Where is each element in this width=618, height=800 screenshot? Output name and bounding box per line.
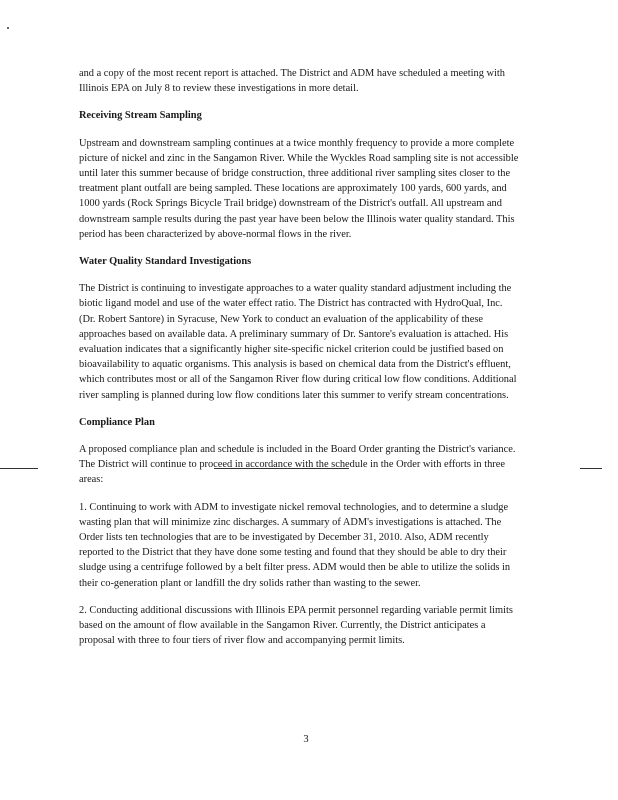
section-heading: Water Quality Standard Investigations [79,256,252,268]
section-heading: Compliance Plan [79,416,155,428]
section-water-quality-standard-investigations [79,254,519,403]
scan-rule-left [0,468,38,469]
scan-rule-right [580,468,602,469]
page-number: 3 [303,734,309,745]
section-paragraph: Upstream and downstream sampling continues at a twice monthly frequency to provide a more complete picture of nickel and zinc in the Sangamon River. While the Wyckles Road sampling site is not accessible until later this summer because of bridge construction, three additional river sampling sites closer to the treatment plant outfall are being sampled. These locations are approximately 100 yards, 600 yards, and 1000 yards (Rock Springs Bicycle Trail bridge) downstream of the District's outfall. All upstream and downstream sample results during the past year have been below the Illinois water quality standard. This period has been characterized by above-normal flows in the river. [79,137,519,240]
scan-speck [7,27,9,29]
document-page [79,66,519,661]
section-compliance-plan [79,415,519,649]
section-receiving-stream-sampling [79,108,519,242]
intro-paragraph: and a copy of the most recent report is attached. The District and ADM have scheduled a meeting with Illinois EPA on July 8 to review these investigations in more detail. [79,68,505,95]
section-paragraph: The District is continuing to investigate approaches to a water quality standard adjustment including the biotic ligand model and use of the water effect ratio. The District has contracted with HydroQual, Inc. (Dr. Robert Santore) in Syracuse, New York to conduct an evaluation of the applicability of these approaches based on available data. A preliminary summary of Dr. Santore's evaluation is attached. His evaluation indicates that a significantly higher site-specific nickel criterion could be justified based on bioavailability to aquatic organisms. This analysis is based on chemical data from the District's effluent, which contributes most or all of the Sangamon River flow during critical low flow conditions. Additional river sampling is planned during low flow conditions later this summer to verify stream concentrations. [79,283,517,401]
numbered-item: 1. Continuing to work with ADM to investigate nickel removal technologies, and to determine a sludge wasting plan that will minimize zinc discharges. A summary of ADM's investigations is attached. The Order lists ten technologies that are to be investigated by December 31, 2010. Also, ADM recently reported to the District that they have done some testing and found that they should be able to dry their sludge using a centrifuge followed by a belt filter press. ADM would then be able to utilize the solids in their co-generation plant or landfill the dry solids rather than wasting to the sewer. [79,501,511,589]
numbered-item: 2. Conducting additional discussions with Illinois EPA permit personnel regarding variable permit limits based on the amount of flow available in the Sangamon River. Currently, the District anticipates a proposal with three to four tiers of river flow and accompanying permit limits. [79,604,513,647]
section-paragraph: A proposed compliance plan and schedule is included in the Board Order granting the District's variance. The District will continue to proceed in accordance with the schedule in the Order with efforts in three areas: [79,444,516,486]
section-heading: Receiving Stream Sampling [79,110,202,122]
